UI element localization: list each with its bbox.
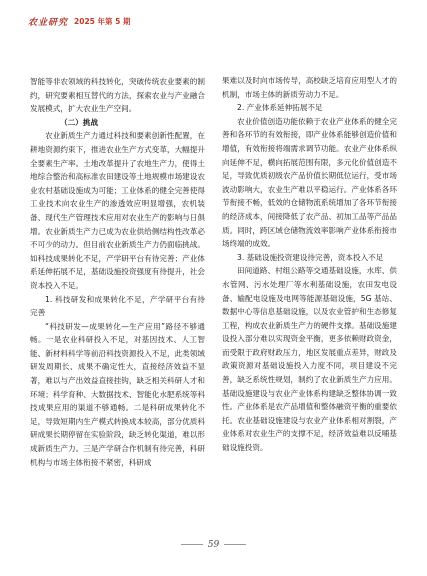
page-number: [0, 540, 427, 550]
divider-left: [181, 544, 203, 545]
paragraph: 田间道路、村组公路等交通基础设施，水库、供水管网、污水处理厂等水利基础设施，农田发电设备、输配电设施及电网等能源基础设施，5G 基站、数据中心等信息基础设施，以及农业管护和生态修复工程，构成农业新质生产力的硬件支撑。基础设施建设投入部分难以实现资金平衡，更多依赖财政资金，而受限于政府财政压力，地区发展重点差异，财政及政策资源对基础设施投入力度不同，项目建设不完善，缺乏系统性规划，制约了农业新质生产力应用。基础设施建设与农业产业体系构建缺乏整体协调一致性。产业体系是农产品增值和整体融资平衡的重要依托。农业基础设施建设与农业产业体系相对割裂，产业体系对农业生产的支撑不足，经济效益难以反哺基础设施投资。: [222, 266, 397, 453]
right-column: [222, 74, 397, 455]
divider-right: [224, 544, 246, 545]
paragraph: 农业新质生产力通过科技和要素创新性配置，在耕地资源约束下，推进农业生产方式变革，大幅提升全要素生产率。土地改革提升了农地生产力，使得土地综合整治和高标准农田建设等土地规模市场建设农业农村基础设施成为可能；工业体系的健全完善使得工业技术向农业生产的渗透效应明显增强，农机装备、现代生产管理技术应用对农业生产的影响与日俱增。农业新质生产力已成为农业供给侧结构性改革必不可少的动力。但目前农业新质生产力仍面临挑战。如科技成果转化不足，产学研平台有待完善；产业体系延伸拓展不足，基础设施投资强度有待提升，社会资本投入不足。: [30, 131, 205, 290]
issue-label: 2025 年第 5 期: [74, 16, 131, 26]
subsection-title: 1. 科技研发和成果转化不足，产学研平台有待完善: [30, 294, 205, 318]
left-column: [30, 75, 205, 469]
section-heading: （二）挑战: [60, 117, 98, 127]
subsection-title: 2. 产业体系延伸拓展不足: [237, 103, 323, 113]
paragraph: 智能等非农领域的科技转化，突破传统农业要素的制约，研究要素相互替代的方法，探索农业与产业融合发展模式，扩大农业生产空间。: [30, 77, 205, 114]
paragraph: 农业价值创造功能依赖于农业产业体系的健全完善和各环节的有效衔接，即产业体系能够创造价值和增值，有效衔接将端需求调节功能。农业产业体系纵向延伸不足，横向拓展范围有限，多元化价值创造不足，导致优质初级农产品价值长期低位运行，受市场波动影响大，农业生产难以平稳运行。产业体系各环节衔接不畅，低效的仓储物流系统增加了各环节衔接的经济成本，间接降低了农产品、初加工品等产品品质。同时，跨区域仓储物流效率影响产业体系衔接市场终端的成效。: [222, 116, 397, 249]
journal-name: 农业研究: [28, 17, 69, 28]
subsection-title: 3. 基础设施投资建设待完善，资本投入不足: [237, 252, 384, 262]
page-number-text: 59: [207, 540, 220, 550]
paragraph: 果难以及时向市场传导，高校缺乏培育应用型人才的机制，市场主体的新质劳动力不足。: [222, 76, 397, 99]
paragraph: “科技研发—成果转化—生产应用”路径不够通畅。一是农业科研投入不足，对基因技术、人工智能、新材料科学等前沿科技资源投入不足，此类领域研发周期长、成果不确定性大，直接经济效益不显著，难以与产出效益直接挂钩，缺乏相关科研人才和环境；科学育种、大数据技术、智能化水肥系统等科技成果应用的渠道不够通畅。二是科研成果转化不足，导致短期内生产模式转换成本较高，部分优质科研成果长期停留在实验阶段，缺乏转化渠道，难以形成新质生产力。三是产学研合作机制有待完善，科研机构与市场主体衔接不紧密，科研成: [30, 321, 205, 467]
page-header: [28, 15, 130, 27]
